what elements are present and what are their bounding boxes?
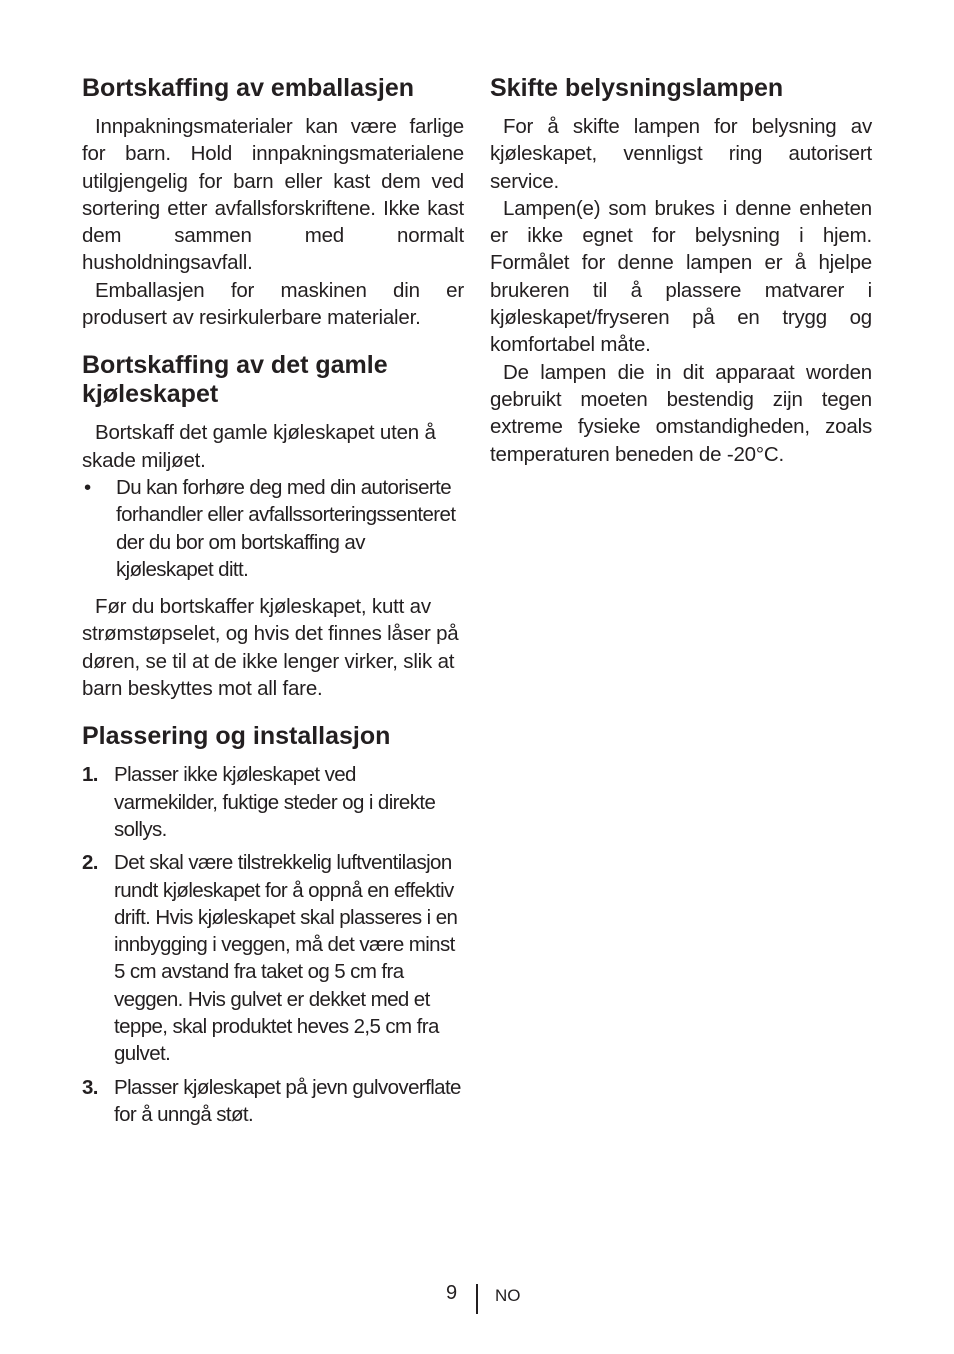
step-number: 1.	[82, 763, 98, 787]
list-item	[82, 849, 464, 1067]
old-fridge-paragraph-1: Bortskaff det gamle kjøleskapet uten å skade miljøet.	[82, 421, 436, 472]
heading-lamp-replacement: Skifte belysningslampen	[490, 74, 784, 102]
step-text: Plasser kjøleskapet på jevn gulvoverflate for å unngå støt.	[114, 1075, 461, 1126]
packaging-paragraph-1: Innpakningsmaterialer kan være farlige for barn. Hold innpakningsmaterialene utilgjengelig for barn eller kast dem ved sortering etter avfallsforskriftene. Ikke kast dem sammen med normalt husholdningsavfall.	[82, 115, 464, 275]
lamp-paragraph-3: De lampen die in dit apparaat worden gebruikt moeten bestendig zijn tegen extreme fysieke omstandigheden, zoals temperaturen beneden de -20°C.	[490, 360, 872, 466]
step-number: 2.	[82, 851, 98, 875]
lamp-paragraph-2: Lampen(e) som brukes i denne enheten er ikke egnet for belysning i hjem. Formålet for denne lampen er å hjelpe brukeren til å plassere matvarer i kjøleskapet/fryseren på en trygg og komfortabel måte.	[490, 196, 872, 357]
footer-divider	[476, 1284, 478, 1314]
old-fridge-paragraph-2: Før du bortskaffer kjøleskapet, kutt av strømstøpselet, og hvis det finnes låser på døren, se til at de ikke lenger virker, slik at barn beskyttes mot all fare.	[82, 595, 459, 701]
step-text: Det skal være tilstrekkelig luftventilasjon rundt kjøleskapet for å oppnå en effektiv drift. Hvis kjøleskapet skal plasseres i en innbygging i veggen, må det være minst 5 cm avstand fra taket og 5 cm fra veggen. Hvis gulvet er dekket med et teppe, skal produktet heves 2,5 cm fra gulvet.	[114, 851, 458, 1066]
bullet-text: Du kan forhøre deg med din autoriserte forhandler eller avfallssorteringssenteret der du bor om bortskaffing av kjøleskapet ditt.	[116, 475, 456, 581]
heading-old-fridge-disposal: Bortskaffing av det gamle kjøleskapet	[82, 351, 388, 409]
step-text: Plasser ikke kjøleskapet ved varmekilder, fuktige steder og i direkte sollys.	[114, 763, 436, 841]
heading-placement-installation: Plassering og installasjon	[82, 722, 391, 751]
page-footer	[0, 1280, 954, 1316]
packaging-paragraph-2: Emballasjen for maskinen din er produsert av resirkulerbare materialer.	[82, 278, 464, 330]
heading-packaging-disposal: Bortskaffing av emballasjen	[82, 74, 415, 102]
left-column	[82, 74, 464, 1134]
list-item	[82, 761, 464, 843]
bullet-mark: •	[84, 475, 91, 499]
lamp-paragraph-1: For å skifte lampen for belysning av kjøleskapet, vennligst ring autorisert service.	[490, 115, 872, 193]
right-column	[490, 74, 872, 468]
old-fridge-bullet	[82, 474, 464, 583]
list-item	[82, 1074, 464, 1129]
page-number: 9	[446, 1282, 458, 1304]
step-number: 3.	[82, 1075, 98, 1099]
installation-steps	[82, 761, 464, 1128]
language-code: NO	[495, 1286, 521, 1305]
